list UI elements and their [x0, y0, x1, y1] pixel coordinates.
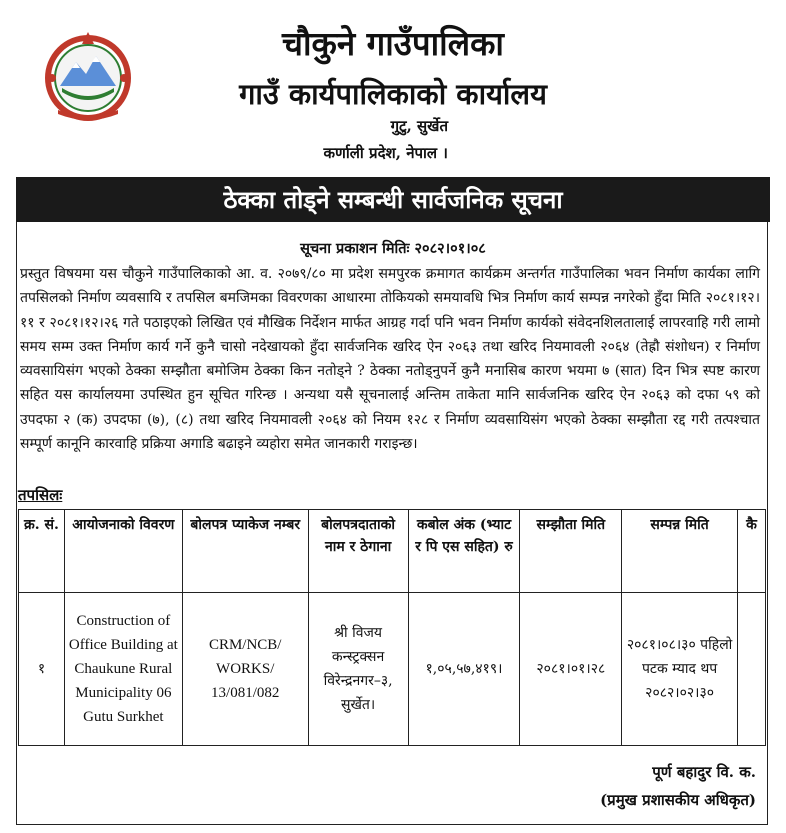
- cell-completion-date: २०८१।०८।३० पहिलो पटक म्याद थप २०८२।०२।३०: [622, 593, 738, 746]
- publish-date: सूचना प्रकाशन मितिः २०८२।०१।०८: [300, 240, 486, 257]
- cell-amount: १,०५,५७,४१९।: [408, 593, 520, 746]
- cell-bidder: श्री विजय कन्स्ट्रक्सन विरेन्द्रनगर–३, सुर्खेत।: [308, 593, 408, 746]
- cell-remarks: [737, 593, 765, 746]
- col-header-remarks: कै: [737, 510, 765, 593]
- signatory-title: (प्रमुख प्रशासकीय अधिकृत): [600, 791, 756, 809]
- table-row: [19, 593, 766, 746]
- col-header-completion-date: सम्पन्न मिति: [622, 510, 738, 593]
- col-header-bidder: बोलपत्रदाताको नाम र ठेगाना: [308, 510, 408, 593]
- cell-package: CRM/NCB/ WORKS/ 13/081/082: [182, 593, 308, 746]
- col-header-package: बोलपत्र प्याकेज नम्बर: [182, 510, 308, 593]
- col-header-project: आयोजनाको विवरण: [64, 510, 182, 593]
- details-table: [18, 509, 766, 746]
- org-name: चौकुने गाउँपालिका: [282, 24, 504, 63]
- office-name: गाउँ कार्यपालिकाको कार्यालय: [239, 77, 547, 111]
- signatory-name: पूर्ण बहादुर वि. क.: [652, 763, 756, 781]
- col-header-agreement-date: सम्झौता मिति: [520, 510, 622, 593]
- notice-title: ठेक्का तोड्ने सम्बन्धी सार्वजनिक सूचना: [16, 177, 770, 222]
- col-header-amount: कबोल अंक (भ्याट र पि एस सहित) रु: [408, 510, 520, 593]
- details-heading: तपसिलः: [18, 486, 63, 504]
- cell-agreement-date: २०८१।०१।२८: [520, 593, 622, 746]
- table-header-row: [19, 510, 766, 593]
- notice-body: प्रस्तुत विषयमा यस चौकुने गाउँपालिकाको आ. व. २०७९/८० मा प्रदेश समपुरक क्रमागत कार्यक्रम अन्तर्गत गाउँपालिका भवन निर्माण कार्यका लागि तपसिलको निर्माण व्यवसायि र तपसिल बमजिमका विवरणका आधारमा तोकियको समयावधि भित्र निर्माण कार्य सम्पन्न नगरेको हुँदा मिति २०८१।१२।११ र २०८१।१२।२६ गते पठाइएको लिखित एवं मौखिक निर्देशन मार्फत आग्रह गर्दा पनि भवन निर्माण कार्यको संवेदनशिलतालाई लापरवाहि गरी लामो समय सम्म उक्त निर्माण कार्य गर्ने कुनै चासो नदेखायको हुँदा सार्वजनिक खरिद ऐन २०६३ तथा खरिद नियमावली २०६४ (तेह्रौ संशोधन) र निर्माण व्यवसायिसंग भएको ठेक्का सम्झौता बमोजिम ठेक्का किन नतोड्ने ? ठेक्का नतोड्नुपर्ने कुनै मनासिब कारण भयमा ७ (सात) दिन भित्र स्पष्ट कारण सहित यस कार्यालयमा उपस्थित हुन सूचित गरिन्छ । अन्यथा यसै सूचनालाई अन्तिम ताकेता मानि सार्वजनिक खरिद ऐन २०६३ को दफा ५९ को उपदफा २ (क) उपदफा (७), (८) तथा खरिद नियमावली २०६४ को नियम १२८ र निर्माण व्यवसायिसंग भएको ठेक्का सम्झौता रद्द गरी तत्पश्चात सम्पूर्ण कानूनि कारवाहि प्रक्रिया अगाडि बढाइने व्यहोरा समेत जानकारी गराइन्छ।: [20, 266, 760, 453]
- cell-sn: १: [19, 593, 65, 746]
- col-header-sn: क्र. सं.: [19, 510, 65, 593]
- address-line-2: कर्णाली प्रदेश, नेपाल ।: [323, 144, 448, 162]
- cell-project: Construction of Office Building at Chaukune Rural Municipality 06 Gutu Surkhet: [64, 593, 182, 746]
- address-line-1: गुटु, सुर्खेत: [390, 117, 448, 135]
